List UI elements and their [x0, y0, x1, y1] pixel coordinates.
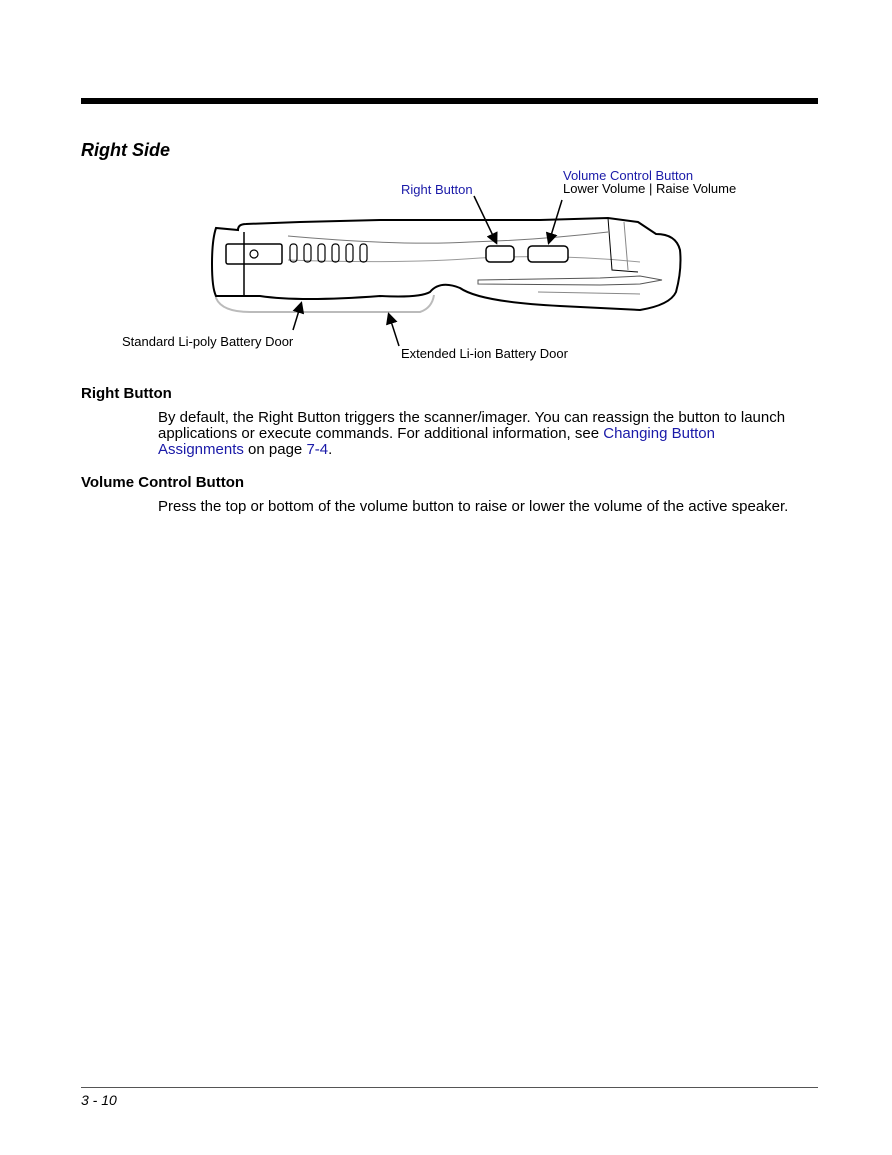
right-button-text-line1: By default, the Right Button triggers the scanner/imager. You can reassign the button to launch — [158, 409, 786, 426]
right-button-heading: Right Button — [81, 385, 172, 402]
right-button-paragraph: By default, the Right Button triggers the scanner/imager. You can reassign the button to launch applications or execute commands. For additional information, see Changing Button Assignments on page 7-4. — [158, 409, 786, 458]
right-button-text-line2: applications or execute commands. For additional information, see — [158, 425, 604, 442]
header-rule — [81, 98, 818, 104]
standard-door-leader — [293, 304, 301, 330]
device-body — [212, 218, 681, 310]
volume-control-sublabel: Lower Volume | Raise Volume — [563, 181, 737, 196]
standard-battery-door-callout: Standard Li-poly Battery Door — [122, 334, 294, 349]
page-7-4-link[interactable]: 7-4 — [306, 441, 329, 458]
volume-control-callout: Volume Control Button — [563, 168, 694, 183]
right-button-callout: Right Button — [401, 182, 473, 197]
extended-battery-door-callout: Extended Li-ion Battery Door — [401, 346, 568, 361]
extended-door-leader — [389, 315, 399, 346]
volume-button-graphic — [528, 246, 568, 262]
device-right-side-figure — [0, 160, 892, 370]
right-button-graphic — [486, 246, 514, 262]
footer-rule — [81, 1087, 818, 1088]
changing-button-assignments-link[interactable]: Changing Button Assignments — [158, 425, 715, 458]
volume-control-paragraph: Press the top or bottom of the volume button to raise or lower the volume of the active speaker. — [158, 498, 789, 515]
volume-control-heading: Volume Control Button — [81, 474, 245, 491]
section-title: Right Side — [81, 140, 170, 160]
page-number: 3 - 10 — [81, 1092, 117, 1108]
